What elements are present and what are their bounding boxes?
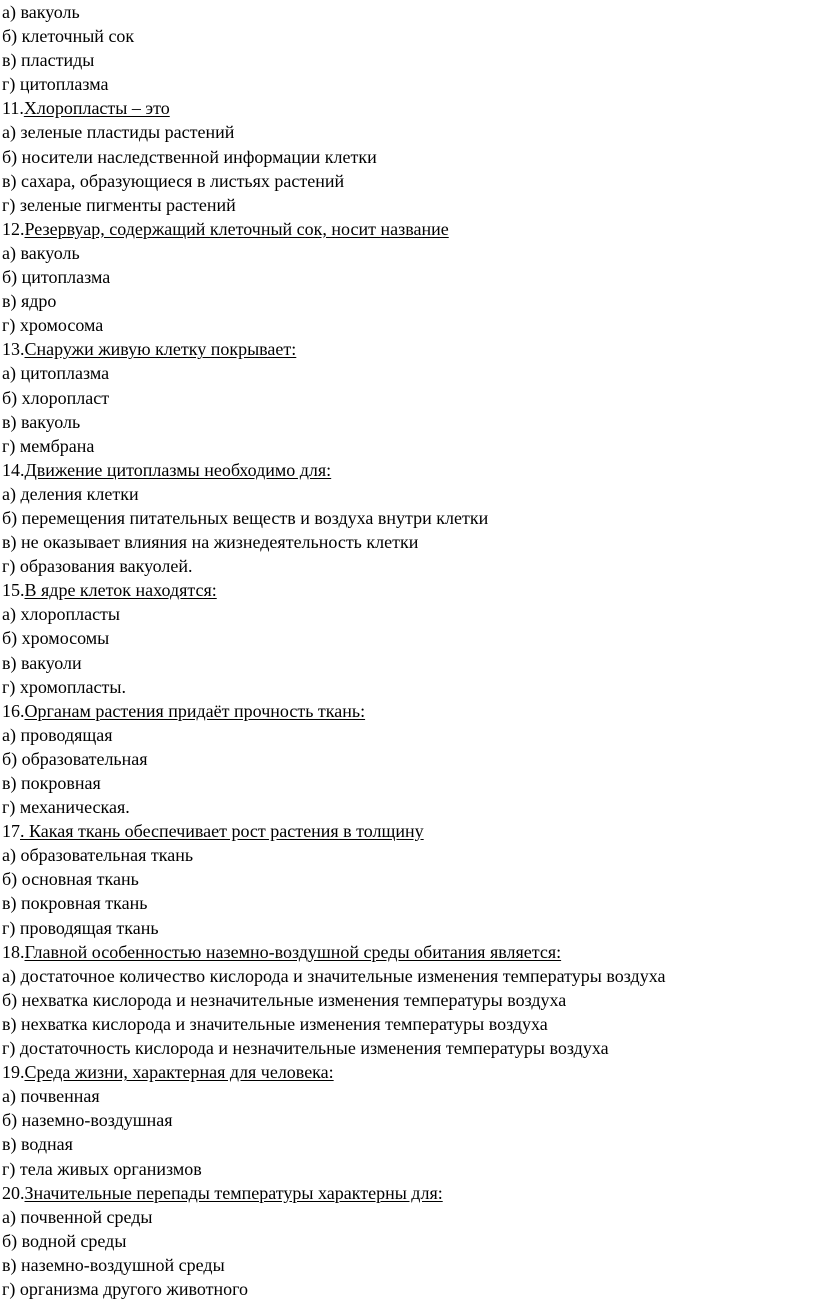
question-number: 18. [2, 941, 25, 962]
answer-option: а) цитоплазма [2, 363, 110, 384]
answer-option: б) цитоплазма [2, 267, 111, 288]
answer-option: а) почвенной среды [2, 1206, 153, 1227]
answer-option: г) хромопласты. [2, 676, 126, 697]
answer-option: г) достаточность кислорода и незначительные изменения температуры воздуха [2, 1038, 609, 1059]
answer-option: в) вакуоли [2, 652, 82, 673]
question-line [2, 458, 812, 482]
answer-option: б) перемещения питательных веществ и воздуха внутри клетки [2, 507, 489, 528]
document-body [2, 0, 812, 1301]
answer-option: в) пластиды [2, 50, 95, 71]
answer-option: г) зеленые пигменты растений [2, 194, 236, 215]
question-text: Резервуар, содержащий клеточный сок, носит название [24, 218, 449, 239]
answer-option: б) образовательная [2, 748, 148, 769]
answer-option: а) деления клетки [2, 483, 139, 504]
question-text: Среда жизни, характерная для человека: [24, 1062, 334, 1083]
question-number: 19. [2, 1062, 25, 1083]
answer-option: в) не оказывает влияния на жизнедеятельность клетки [2, 532, 419, 553]
question-number: 12. [2, 218, 25, 239]
answer-option: г) организма другого животного [2, 1278, 249, 1299]
answer-option: а) хлоропласты [2, 604, 121, 625]
question-line [2, 1181, 812, 1205]
question-line [2, 578, 812, 602]
question-line [2, 217, 812, 241]
question-number: 15. [2, 580, 25, 601]
answer-option: б) хлоропласт [2, 387, 110, 408]
question-number: 11. [2, 98, 24, 119]
question-number: 16. [2, 700, 25, 721]
answer-option: в) вакуоль [2, 411, 81, 432]
answer-option: а) образовательная ткань [2, 845, 194, 866]
answer-option: а) достаточное количество кислорода и значительные изменения температуры воздуха [2, 965, 666, 986]
question-line [2, 1060, 812, 1084]
answer-option: в) ядро [2, 291, 57, 312]
question-number: 17 [2, 821, 20, 842]
answer-option: г) образования вакуолей. [2, 556, 193, 577]
question-line [2, 96, 812, 120]
question-line [2, 699, 812, 723]
answer-option: г) проводящая ткань [2, 917, 159, 938]
question-text: Снаружи живую клетку покрывает: [24, 339, 297, 360]
question-number: 13. [2, 339, 25, 360]
answer-option: г) цитоплазма [2, 74, 109, 95]
answer-option: в) водная [2, 1134, 73, 1155]
question-text: . Какая ткань обеспечивает рост растения в толщину [20, 821, 424, 842]
answer-option: а) вакуоль [2, 2, 80, 22]
answer-option: г) механическая. [2, 797, 130, 818]
answer-option: в) покровная ткань [2, 893, 148, 914]
question-text: Хлоропласты – это [23, 98, 170, 119]
answer-option: б) нехватка кислорода и незначительные изменения температуры воздуха [2, 989, 567, 1010]
answer-option: в) наземно-воздушной среды [2, 1254, 225, 1275]
answer-option: в) нехватка кислорода и значительные изменения температуры воздуха [2, 1013, 548, 1034]
question-line [2, 819, 812, 843]
answer-option: б) хромосомы [2, 628, 110, 649]
answer-option: а) почвенная [2, 1086, 100, 1107]
answer-option: б) основная ткань [2, 869, 139, 890]
answer-option: б) водной среды [2, 1230, 127, 1251]
question-number: 14. [2, 459, 25, 480]
answer-option: б) клеточный сок [2, 26, 135, 47]
question-number: 20. [2, 1182, 25, 1203]
question-text: Главной особенностью наземно-воздушной среды обитания является: [24, 941, 562, 962]
answer-option: в) покровная [2, 773, 101, 793]
answer-option: а) проводящая [2, 724, 113, 745]
answer-option: б) наземно-воздушная [2, 1110, 173, 1131]
answer-option: а) зеленые пластиды растений [2, 122, 235, 143]
answer-option: а) вакуоль [2, 242, 80, 263]
answer-option: г) хромосома [2, 315, 104, 336]
answer-option: г) тела живых организмов [2, 1158, 202, 1179]
answer-option: б) носители наследственной информации клетки [2, 146, 377, 167]
question-text: Движение цитоплазмы необходимо для: [24, 459, 332, 480]
question-line [2, 940, 812, 964]
question-text: Значительные перепады температуры характерны для: [24, 1182, 443, 1203]
answer-option: г) мембрана [2, 435, 95, 456]
question-line [2, 337, 812, 361]
question-text: В ядре клеток находятся: [24, 580, 217, 601]
question-text: Органам растения придаёт прочность ткань: [24, 700, 366, 721]
answer-option: в) сахара, образующиеся в листьях растений [2, 170, 345, 191]
